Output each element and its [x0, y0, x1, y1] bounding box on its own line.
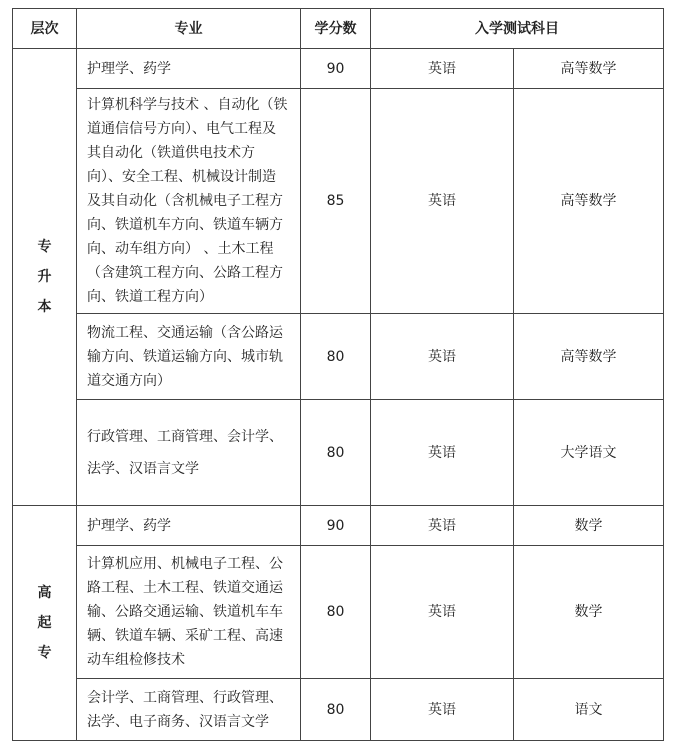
major-line: 道交通方向） — [87, 372, 171, 389]
major-line: 护理学、药学 — [87, 60, 171, 77]
header-major: 专业 — [77, 9, 301, 49]
major-line: 道通信信号方向）、电气工程及 — [87, 121, 276, 137]
major-line: 物流工程、交通运输（含公路运 — [87, 324, 283, 341]
exam2-cell: 语文 — [514, 679, 664, 741]
major-line: 计算机应用、机械电子工程、公 — [87, 556, 283, 572]
table-row — [13, 89, 664, 314]
table-row — [13, 314, 664, 400]
level-char: 专 — [37, 239, 52, 255]
major-line: 向、铁道机车方向、铁道车辆方 — [87, 217, 283, 233]
level-char: 专 — [37, 645, 52, 661]
exam2-cell: 大学语文 — [514, 400, 664, 506]
major-cell — [77, 506, 301, 546]
major-line: 向）、安全工程、机械设计制造 — [87, 169, 276, 185]
table-row — [13, 400, 664, 506]
major-cell — [77, 314, 301, 400]
credits-cell: 90 — [301, 506, 371, 546]
major-line: 辆、铁道车辆、采矿工程、高速 — [87, 628, 283, 644]
major-line: 其自动化（铁道供电技术方 — [87, 145, 255, 161]
major-line: （含建筑工程方向、公路工程方 — [87, 265, 283, 281]
level-char: 高 — [37, 585, 52, 601]
level-char: 本 — [37, 299, 52, 315]
exam1-cell: 英语 — [371, 400, 514, 506]
credits-cell: 80 — [301, 314, 371, 400]
exam1-cell: 英语 — [371, 506, 514, 546]
level-char: 升 — [37, 269, 52, 285]
exam2-cell: 数学 — [514, 506, 664, 546]
table-row — [13, 546, 664, 679]
header-credits: 学分数 — [301, 9, 371, 49]
major-line: 输方向、铁道运输方向、城市轨 — [87, 348, 283, 365]
major-line: 护理学、药学 — [87, 517, 171, 534]
major-line: 动车组检修技术 — [87, 652, 185, 668]
major-line: 及其自动化（含机械电子工程方 — [87, 193, 283, 209]
major-cell — [77, 89, 301, 314]
table-row — [13, 49, 664, 89]
major-line: 向、动车组方向） 、土木工程 — [87, 241, 274, 257]
major-line: 法学、汉语言文学 — [87, 460, 199, 477]
level-cell-gaoqizhuan — [13, 506, 77, 741]
table-row — [13, 679, 664, 741]
major-line: 法学、电子商务、汉语言文学 — [87, 713, 269, 730]
major-cell — [77, 546, 301, 679]
credits-cell: 90 — [301, 49, 371, 89]
major-line: 向、铁道工程方向） — [87, 289, 213, 305]
major-line: 行政管理、工商管理、会计学、 — [87, 428, 283, 445]
major-cell — [77, 679, 301, 741]
admission-table — [12, 8, 664, 741]
major-line: 路工程、土木工程、铁道交通运 — [87, 580, 283, 596]
exam1-cell: 英语 — [371, 314, 514, 400]
major-line: 计算机科学与技术 、自动化（铁 — [87, 97, 288, 113]
credits-cell: 80 — [301, 546, 371, 679]
exam1-cell: 英语 — [371, 49, 514, 89]
exam2-cell: 高等数学 — [514, 49, 664, 89]
major-line: 会计学、工商管理、行政管理、 — [87, 689, 283, 706]
major-line: 输、公路交通运输、铁道机车车 — [87, 604, 283, 620]
level-char: 起 — [37, 615, 52, 631]
major-cell — [77, 400, 301, 506]
exam1-cell: 英语 — [371, 89, 514, 314]
credits-cell: 80 — [301, 679, 371, 741]
exam2-cell: 数学 — [514, 546, 664, 679]
major-cell — [77, 49, 301, 89]
header-row — [13, 9, 664, 49]
exam1-cell: 英语 — [371, 546, 514, 679]
exam2-cell: 高等数学 — [514, 314, 664, 400]
header-exam: 入学测试科目 — [371, 9, 664, 49]
table-row — [13, 506, 664, 546]
header-level: 层次 — [13, 9, 77, 49]
level-cell-zhuanshengben — [13, 49, 77, 506]
exam2-cell: 高等数学 — [514, 89, 664, 314]
credits-cell: 80 — [301, 400, 371, 506]
credits-cell: 85 — [301, 89, 371, 314]
exam1-cell: 英语 — [371, 679, 514, 741]
